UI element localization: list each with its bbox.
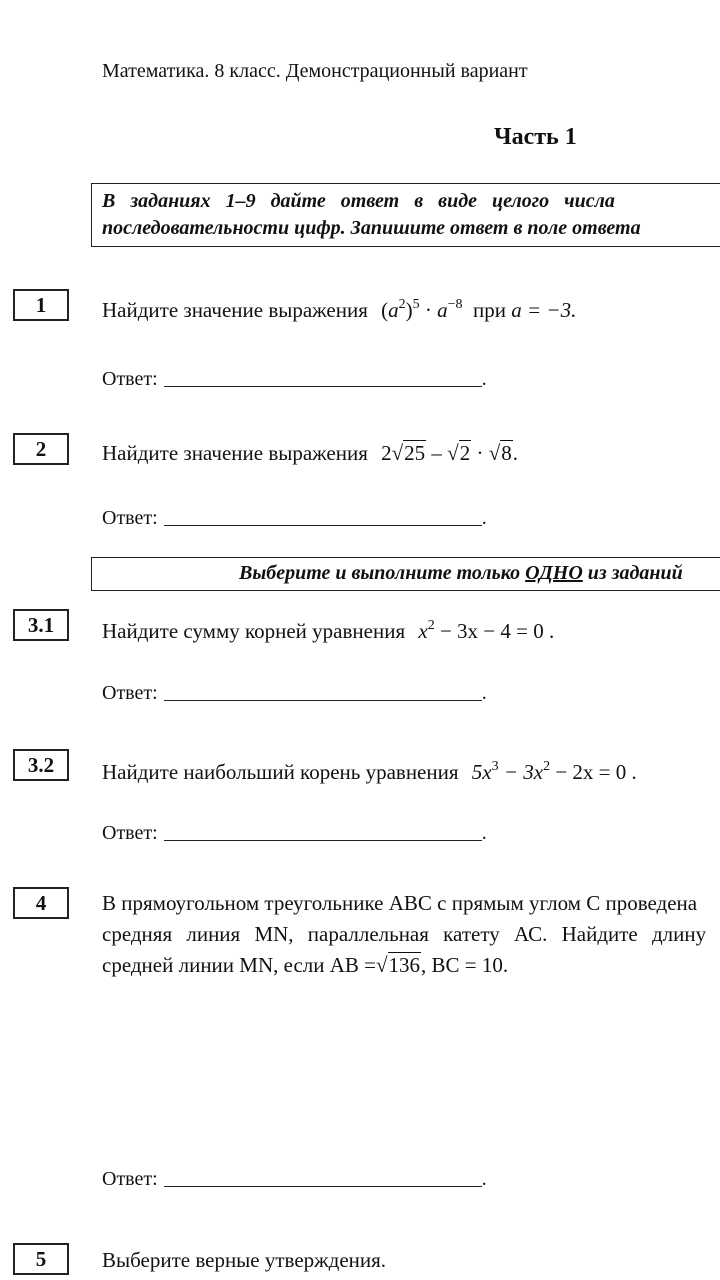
document-header: Математика. 8 класс. Демонстрационный вариант [102, 60, 528, 82]
choice-note-box [91, 557, 720, 591]
task-1-text: Найдите значение выражения [102, 298, 368, 322]
answer-line[interactable] [164, 682, 482, 701]
answer-field-2[interactable]: Ответ: . [102, 507, 487, 529]
answer-label: Ответ: [102, 507, 158, 529]
answer-field-3-2[interactable]: Ответ: . [102, 822, 487, 844]
task-3-1-text: Найдите сумму корней уравнения [102, 619, 406, 643]
answer-label: Ответ: [102, 682, 158, 704]
answer-label: Ответ: [102, 368, 158, 390]
task-number-box: 3.1 [13, 609, 69, 641]
answer-line[interactable] [164, 822, 482, 841]
task-number-box: 4 [13, 887, 69, 919]
task-4 [102, 888, 720, 981]
task-3-2 [102, 760, 637, 785]
task-2-text: Найдите значение выражения [102, 441, 368, 465]
task-2-formula: 2√25 – √2 · √8. [381, 441, 518, 465]
task-3-1 [102, 619, 554, 644]
task-1-formula: $(a^2)^5 \cdot a^{-8}$ при a = −3. [381, 297, 577, 322]
answer-field-4[interactable]: Ответ: . [102, 1168, 487, 1190]
task-3-1-formula: $x^2 - 3x - 4 = 0$ . [418, 618, 555, 643]
task-1 [102, 298, 576, 323]
answer-label: Ответ: [102, 1168, 158, 1190]
task-4-line-2: средняя линия MN, параллельная катету АС. Найдите длину [102, 922, 707, 946]
instructions-line-1: В заданиях 1–9 дайте ответ в виде целого числа [102, 190, 615, 212]
choice-note: Выберите и выполните только ОДНО из заданий [239, 562, 683, 584]
task-number-box: 5 [13, 1243, 69, 1275]
task-3-2-text: Найдите наибольший корень уравнения [102, 760, 459, 784]
answer-line[interactable] [164, 1168, 482, 1187]
answer-line[interactable] [164, 507, 482, 526]
answer-line[interactable] [164, 368, 482, 387]
task-5-text: Выберите верные утверждения. [102, 1248, 387, 1272]
task-2 [102, 441, 518, 466]
task-number-box: 1 [13, 289, 69, 321]
task-4-line-1: В прямоугольном треугольнике АВС с прямым углом С проведена [102, 891, 698, 915]
answer-field-3-1[interactable]: Ответ: . [102, 682, 487, 704]
answer-field-1[interactable]: Ответ: . [102, 368, 487, 390]
part-title: Часть 1 [494, 124, 577, 150]
answer-label: Ответ: [102, 822, 158, 844]
task-4-line-3: средней линии MN, если АВ =√136, ВС = 10. [102, 953, 509, 977]
task-3-2-formula: $5x^3 - 3x^2 - 2x = 0$ . [471, 759, 637, 784]
task-number-box: 3.2 [13, 749, 69, 781]
task-number-box: 2 [13, 433, 69, 465]
instructions-box [91, 183, 720, 247]
instructions-line-2: последовательности цифр. Запишите ответ в поле ответа [102, 217, 641, 239]
